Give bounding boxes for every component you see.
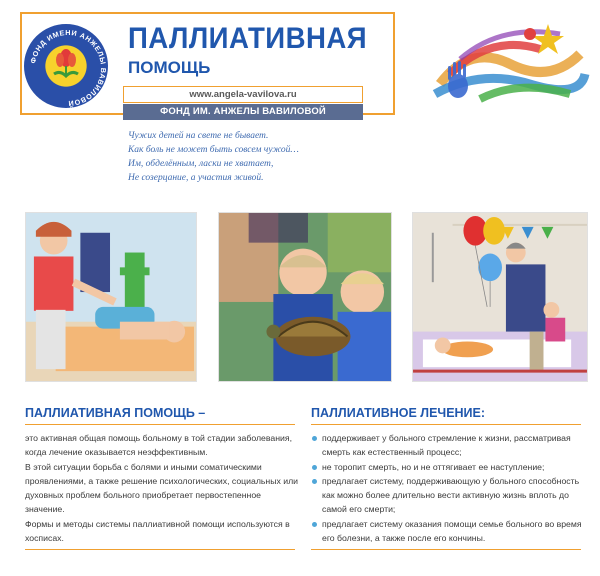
fund-logo xyxy=(24,24,108,108)
photo-nurse-massage xyxy=(25,212,197,382)
photo-ward-balloons xyxy=(412,212,588,382)
divider xyxy=(25,424,295,425)
poem-line: Как боль не может быть совсем чужой… xyxy=(128,145,299,155)
fund-name: ФОНД ИМ. АНЖЕЛЫ ВАВИЛОВОЙ xyxy=(160,106,326,117)
paragraph: это активная общая помощь больному в той стадии заболевания, когда лечение оказывается неэффективным. xyxy=(25,433,292,458)
divider xyxy=(311,424,581,425)
palliative-care-heading: ПАЛЛИАТИВНАЯ ПОМОЩЬ – xyxy=(25,406,206,420)
page-title: ПАЛЛИАТИВНАЯ xyxy=(128,22,368,55)
list-item: не торопит смерть, но и не оттягивает ее наступление; xyxy=(311,460,593,474)
fund-name-bar xyxy=(123,104,363,120)
page-subtitle: ПОМОЩЬ xyxy=(128,58,211,77)
paragraph: В этой ситуации борьба с болями и иными соматическими проявлениями, а также решение психологических, социальных или духовных проблем больного приобретает первостепенное значение. xyxy=(25,461,299,515)
handprint-painting-image xyxy=(420,14,590,114)
poem-line: Им, обделённым, ласки не хватает, xyxy=(128,159,274,169)
list-item: предлагает систему, поддерживающую у больного способность как можно более длительно вести активную жизнь вплоть до самой его смерти; xyxy=(311,474,593,517)
logo-ring-text: ФОНД ИМЕНИ АНЖЕЛЫ ВАВИЛОВОЙ xyxy=(28,27,109,109)
palliative-care-definition xyxy=(25,431,300,545)
poem-line: Чужих детей на свете не бывает. xyxy=(128,131,269,141)
divider xyxy=(25,549,295,550)
list-item: поддерживает у больного стремление к жизни, рассматривая смерть как естественный процесс; xyxy=(311,431,593,460)
poem xyxy=(128,129,299,185)
photo-children-turtle xyxy=(218,212,392,382)
poem-line: Не созерцание, а участия живой. xyxy=(128,173,264,183)
tulip-hands-icon xyxy=(46,44,86,84)
list-item: предлагает систему оказания помощи семье больного во время его болезни, а также после его кончины. xyxy=(311,517,593,546)
palliative-treatment-list xyxy=(311,431,593,545)
website-url-box xyxy=(123,86,363,103)
divider xyxy=(311,549,581,550)
website-url[interactable]: www.angela-vavilova.ru xyxy=(189,89,297,100)
paragraph: Формы и методы системы паллиативной помощи используются в хосписах. xyxy=(25,518,290,544)
palliative-treatment-heading: ПАЛЛИАТИВНОЕ ЛЕЧЕНИЕ: xyxy=(311,406,486,420)
